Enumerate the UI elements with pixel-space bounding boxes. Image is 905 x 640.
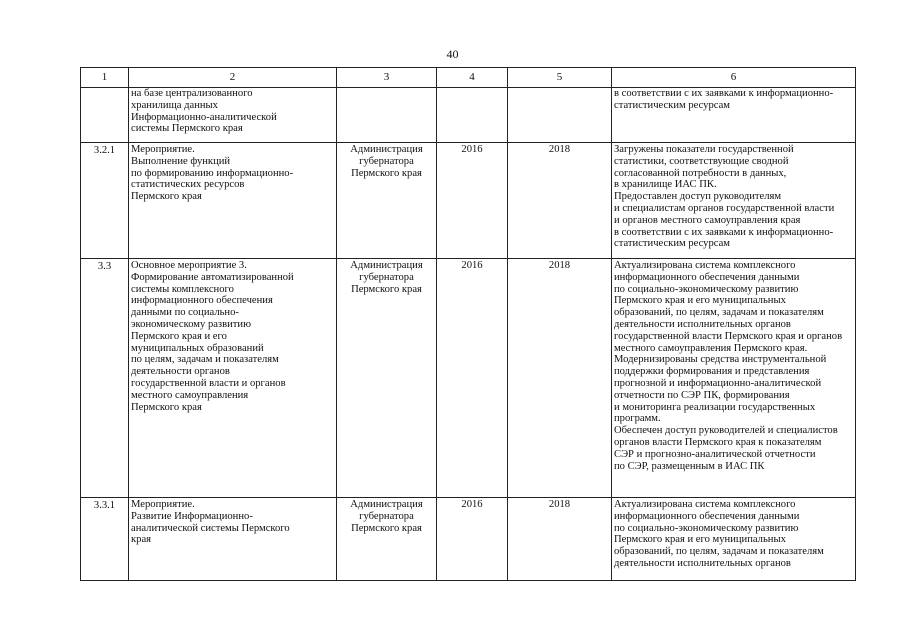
expected-result: Загружены показатели государственной статистики, соответствующие сводной согласованной потребности в данных, в хранилище ИАС ПК. Предоставлен доступ руководителям и специалистам органов государственной власти и органов местного самоуправления края в соответствии с их заявками к информационно- статистическим ресурсам [612,143,856,259]
start-year: 2016 [437,143,508,259]
column-header-5: 5 [508,68,612,88]
expected-result: Актуализирована система комплексного информационного обеспечения данными по социально-экономическому развитию Пермского края и его муниципальных образований, по целям, задачам и показателям деятельности исполнительных органов государственной власти Пермского края и органов местного самоуправления Пермского края. Модернизированы средства инструментальной поддержки формирования и представления прогнозной и информационно-аналитической отчетности по СЭР ПК, формирования и мониторинга реализации государственных программ. Обеспечен доступ руководителей и специалистов органов власти Пермского края к показателям СЭР и прогнозно-аналитической отчетности по СЭР, размещенным в ИАС ПК [612,259,856,498]
start-year: 2016 [437,259,508,498]
column-header-2: 2 [129,68,337,88]
expected-result: в соответствии с их заявками к информационно- статистическим ресурсам [612,88,856,143]
end-year: 2018 [508,259,612,498]
end-year: 2018 [508,498,612,581]
executor: Администрация губернатора Пермского края [337,498,437,581]
row-number [81,88,129,143]
executor: Администрация губернатора Пермского края [337,143,437,259]
column-header-1: 1 [81,68,129,88]
activity-name: на базе централизованного хранилища данных Информационно-аналитической системы Пермского края [129,88,337,143]
executor: Администрация губернатора Пермского края [337,259,437,498]
column-header-6: 6 [612,68,856,88]
row-number: 3.3 [81,259,129,498]
table-header-row [81,68,856,88]
column-header-3: 3 [337,68,437,88]
program-activities-table [80,67,856,581]
row-number: 3.3.1 [81,498,129,581]
activity-name: Мероприятие. Развитие Информационно- аналитической системы Пермского края [129,498,337,581]
column-header-4: 4 [437,68,508,88]
table-row [81,143,856,259]
table-row [81,259,856,498]
executor [337,88,437,143]
end-year [508,88,612,143]
start-year: 2016 [437,498,508,581]
expected-result: Актуализирована система комплексного информационного обеспечения данными по социально-экономическому развитию Пермского края и его муниципальных образований, по целям, задачам и показателям деятельности исполнительных органов [612,498,856,581]
row-number: 3.2.1 [81,143,129,259]
end-year: 2018 [508,143,612,259]
activity-name: Основное мероприятие 3. Формирование автоматизированной системы комплексного информационного обеспечения данными по социально- экономическому развитию Пермского края и его муниципальных образований по целям, задачам и показателям деятельности органов государственной власти и органов местного самоуправления Пермского края [129,259,337,498]
table-row [81,88,856,143]
activity-name: Мероприятие. Выполнение функций по формированию информационно- статистических ресурсов Пермского края [129,143,337,259]
page-number: 40 [446,47,459,61]
start-year [437,88,508,143]
table-row [81,498,856,581]
